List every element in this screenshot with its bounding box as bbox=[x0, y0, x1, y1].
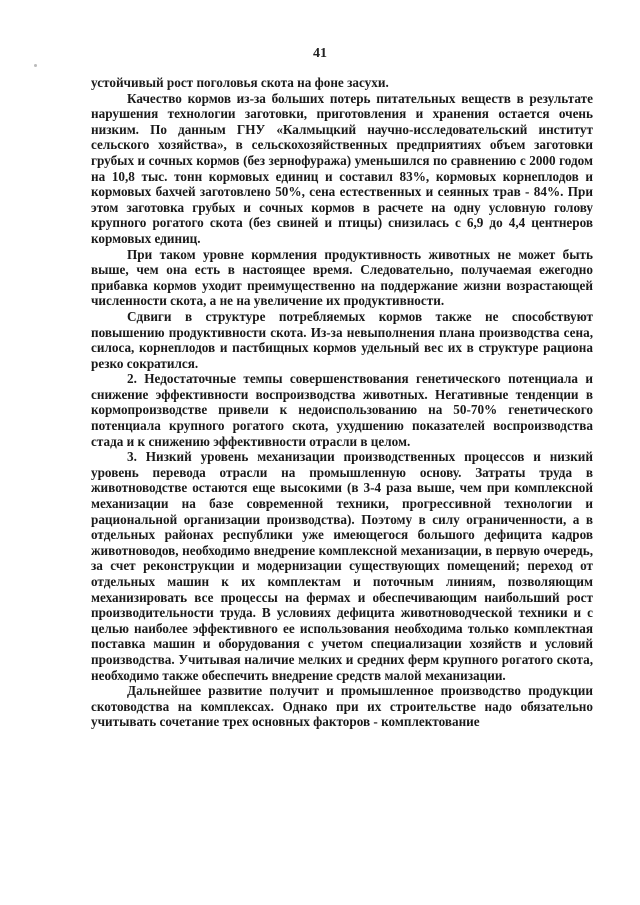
paragraph-feed-quality: Качество кормов из-за больших потерь питательных веществ в результате нарушения технологии заготовки, приготовления и хранения остается очень низким. По данным ГНУ «Калмыцкий научно-исследовательский институт сельского хозяйства», в сельскохозяйственных предприятиях объем заготовки грубых и сочных кормов (без зернофуража) уменьшился по сравнению с 2000 годом на 10,8 тыс. тонн кормовых единиц и составил 83%, кормовых корнеплодов и кормовых бахчей заготовлено 50%, сена естественных и сеянных трав - 84%. При этом заготовка грубых и сочных кормов в расчете на одну условную голову крупного рогатого скота (без свиней и птицы) снизилась с 6,9 до 4,4 центнеров кормовых единиц. bbox=[91, 90, 593, 246]
paragraph-feed-structure: Сдвиги в структуре потребляемых кормов также не способствуют повышению продуктивности скота. Из-за невыполнения плана производства сена, силоса, корнеплодов и пастбищных кормов удельный вес их в структуре рациона резко сократился. bbox=[91, 308, 593, 371]
page-number: 41 bbox=[313, 46, 327, 61]
paragraph-continuation: устойчивый рост поголовья скота на фоне засухи. bbox=[91, 75, 389, 90]
paragraph-industrial-production: Дальнейшее развитие получит и промышленное производство продукции скотоводства на комплексах. Однако при их строительстве надо обязательно учитывать сочетание трех основных факторов - комплектование bbox=[91, 683, 593, 730]
paragraph-feeding-level: При таком уровне кормления продуктивность животных не может быть выше, чем она есть в настоящее время. Следовательно, получаемая ежегодно прибавка кормов уходит преимущественно на поддержание жизни возрастающей численности скота, а не на увеличение их продуктивности. bbox=[91, 246, 593, 309]
body-text bbox=[91, 75, 593, 730]
scan-mark bbox=[34, 64, 37, 67]
paragraph-genetic-potential: 2. Недостаточные темпы совершенствования генетического потенциала и снижение эффективности воспроизводства животных. Негативные тенденции в кормопроизводстве привели к недоиспользованию на 50-70% генетического потенциала крупного рогатого скота, ухудшению показателей воспроизводства стада и к снижению эффективности отрасли в целом. bbox=[91, 371, 593, 449]
paragraph-mechanization: 3. Низкий уровень механизации производственных процессов и низкий уровень перевода отрасли на промышленную основу. Затраты труда в животноводстве остаются еще высокими (в 3-4 раза выше, чем при комплексной механизации на базе современной техники, прогрессивной технологии и рациональной организации производства). Поэтому в силу ограниченности, а в отдельных районах республики уже имеющегося большого дефицита кадров животноводов, необходимо внедрение комплексной механизации, в первую очередь, за счет реконструкции и модернизации существующих помещений; переход от отдельных машин к их комплектам и поточным линиям, позволяющим механизировать все процессы на фермах и обеспечивающим наибольший рост производительности труда. В условиях дефицита животноводческой техники и с целью наиболее эффективного ее использования необходима только комплектная поставка машин и оборудования с учетом специализации хозяйств и условий производства. Учитывая наличие мелких и средних ферм крупного рогатого скота, необходимо также обеспечить внедрение средств малой механизации. bbox=[91, 449, 593, 683]
